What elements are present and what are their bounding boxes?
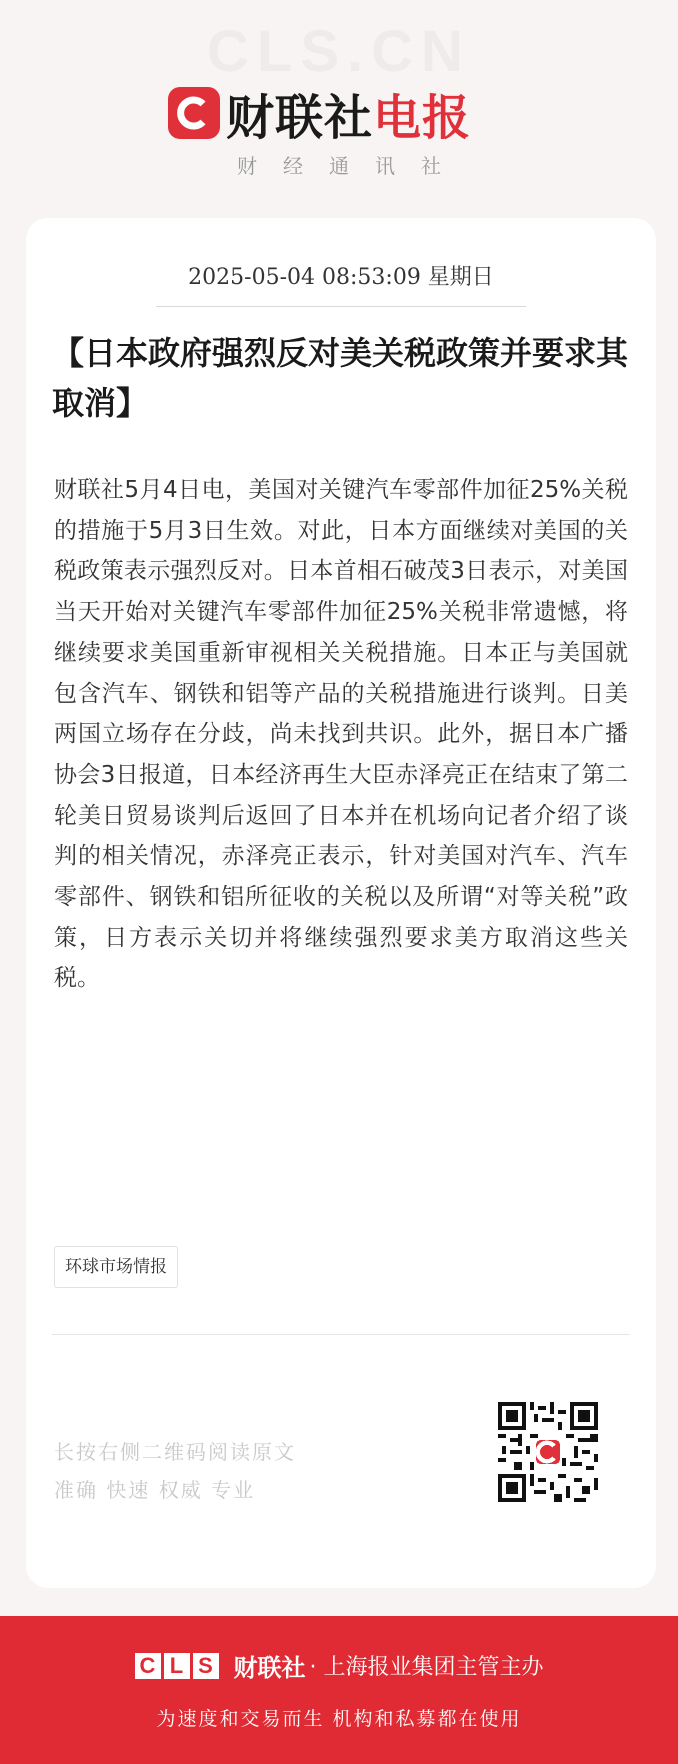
brand-header: [168, 84, 472, 146]
cls-logo-icon: [168, 87, 220, 139]
brand-name: [226, 79, 471, 148]
logo-letter: L: [164, 1653, 190, 1679]
qr-instruction: 长按右侧二维码阅读原文: [54, 1440, 296, 1464]
topic-tag[interactable]: 环球市场情报: [54, 1246, 178, 1288]
cls-letter-logo-icon: [135, 1653, 222, 1679]
watermark-text: CLS.CN: [207, 19, 471, 84]
footer-organization: · 上海报业集团主管主办: [309, 1655, 544, 1680]
article-datetime: 2025-05-04 08:53:09 星期日: [188, 265, 494, 290]
logo-letter: C: [135, 1653, 161, 1679]
footer-brand-line: [0, 1648, 678, 1683]
divider: [156, 306, 526, 307]
footer-brand-name: 财联社: [233, 1654, 306, 1682]
logo-letter: S: [193, 1653, 219, 1679]
brand-values: 准确 快速 权威 专业: [54, 1478, 256, 1502]
brand-subtitle: 财经通讯社: [237, 154, 467, 178]
divider: [52, 1334, 630, 1335]
article-body: 财联社5月4日电，美国对关键汽车零部件加征25%关税的措施于5月3日生效。对此，日本方面继续对美国的关税政策表示强烈反对。日本首相石破茂3日表示，对美国当天开始对关键汽车零部件加征25%关税非常遗憾，将继续要求美国重新审视相关关税措施。日本正与美国就包含汽车、钢铁和铝等产品的关税措施进行谈判。日美两国立场存在分歧，尚未找到共识。此外，据日本广播协会3日报道，日本经济再生大臣赤泽亮正在结束了第二轮美日贸易谈判后返回了日本并在机场向记者介绍了谈判的相关情况，赤泽亮正表示，针对美国对汽车、汽车零部件、钢铁和铝所征收的关税以及所谓“对等关税”政策，日方表示关切并将继续强烈要求美方取消这些关税。: [54, 477, 628, 992]
brand-name-primary: 财联社: [226, 89, 374, 146]
article-headline: 【日本政府强烈反对美关税政策并要求其取消】: [52, 334, 629, 422]
article-card: [26, 218, 656, 1588]
brand-name-accent: 电报: [373, 89, 472, 146]
footer-banner: [0, 1616, 678, 1764]
qr-code-icon[interactable]: [498, 1402, 598, 1502]
footer-slogan: 为速度和交易而生 机构和私募都在使用: [156, 1708, 522, 1730]
